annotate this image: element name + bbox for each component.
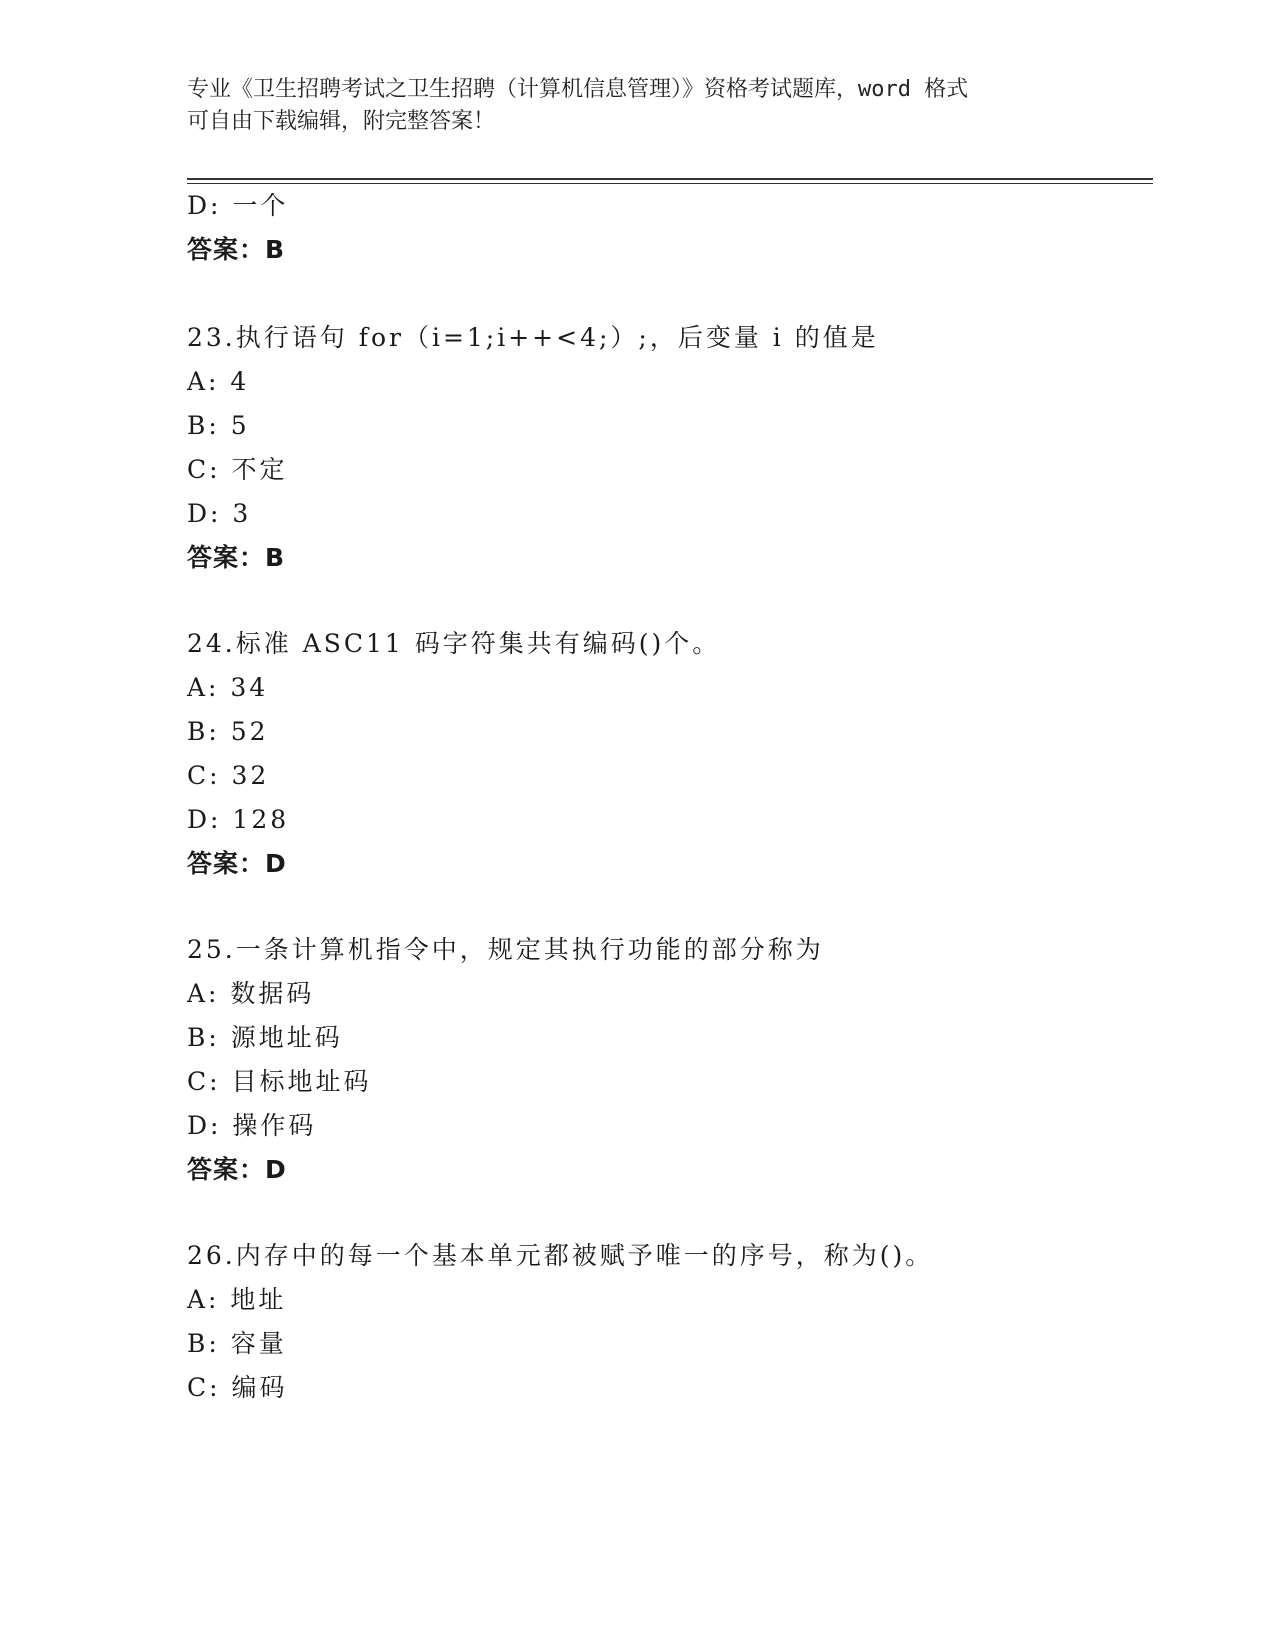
question-25-option-c: C: 目标地址码 [187, 1067, 372, 1096]
question-25-option-b: B: 源地址码 [187, 1023, 343, 1052]
question-24-option-d: D: 128 [187, 805, 290, 834]
header-line-1: 专业《卫生招聘考试之卫生招聘（计算机信息管理）》资格考试题库，word 格式 [187, 77, 969, 102]
carryover-answer: 答案：B [187, 235, 286, 264]
question-26-option-c: C: 编码 [187, 1373, 288, 1402]
header-rule-thick [187, 178, 1153, 180]
question-23-answer: 答案：B [187, 543, 286, 572]
header-rule-thin [187, 183, 1153, 184]
question-23-option-a: A: 4 [187, 367, 250, 396]
question-26-option-b: B: 容量 [187, 1329, 287, 1358]
question-25-answer: 答案：D [187, 1155, 287, 1184]
question-24-stem: 24.标准 ASC11 码字符集共有编码()个。 [187, 629, 721, 658]
question-23-option-b: B: 5 [187, 411, 250, 440]
question-24-answer: 答案：D [187, 849, 287, 878]
question-23-option-c: C: 不定 [187, 455, 288, 484]
question-26-stem: 26.内存中的每一个基本单元都被赋予唯一的序号，称为()。 [187, 1241, 934, 1270]
question-23-stem: 23.执行语句 for（i=1;i++<4;）;，后变量 i 的值是 [187, 323, 879, 352]
question-25-option-a: A: 数据码 [187, 979, 315, 1008]
question-26-option-a: A: 地址 [187, 1285, 287, 1314]
question-24-option-b: B: 52 [187, 717, 269, 746]
question-23-option-d: D: 3 [187, 499, 252, 528]
carryover-option-d: D: 一个 [187, 191, 289, 220]
question-24-option-c: C: 32 [187, 761, 270, 790]
document-header [187, 74, 1067, 138]
question-24-option-a: A: 34 [187, 673, 269, 702]
question-25-option-d: D: 操作码 [187, 1111, 317, 1140]
question-25-stem: 25.一条计算机指令中，规定其执行功能的部分称为 [187, 935, 824, 964]
header-line-2: 可自由下载编辑，附完整答案！ [187, 109, 496, 134]
